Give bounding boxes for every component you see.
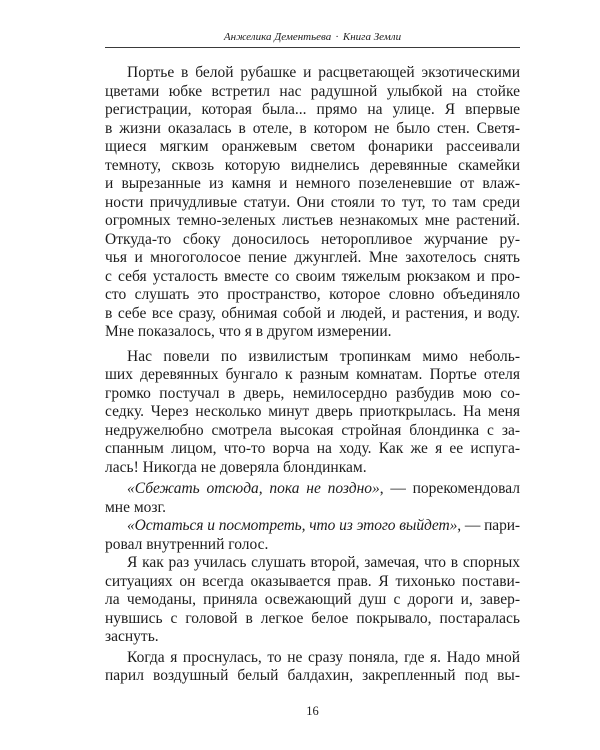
text-line: ла чемоданы, приняла освежающий душ с дороги и, завер- [105, 591, 520, 608]
text-line: цветами юбке встретил нас радушной улыбкой на стойке [105, 82, 520, 100]
text-line: сто слушать это пространство, которое словно объединяло [105, 286, 520, 303]
text-line: мне мозг. [105, 498, 167, 516]
text-line: парил воздушный белый балдахин, закрепленный под вы- [105, 667, 520, 684]
text-line: темноту, сквозь которую виднелись деревянные скамейки [105, 156, 520, 174]
text-line: ности причудливые статуи. Они стояли то тут, то там среди [105, 193, 520, 211]
text-line: ситуациях он всегда оказывается прав. Я тихонько постави- [105, 572, 520, 590]
text-line: лась! Никогда не доверяла блондинкам. [105, 458, 367, 476]
text-line: нувшись с головой в легкое белое покрывало, постаралась [105, 609, 520, 627]
text-line: Откуда-то сбоку доносилось неторопливое журчание ру- [105, 230, 520, 248]
text-line: Нас повели по извилистым тропинкам мимо неболь- [127, 347, 520, 365]
paragraph [105, 64, 520, 342]
text-line: громко постучал в дверь, немилосердно разбудив мою со- [105, 384, 520, 402]
page-number: 16 [306, 704, 319, 718]
paragraph [105, 554, 520, 647]
header-rule [105, 47, 520, 48]
text-line [105, 480, 520, 499]
text-line: регистрации, которая была... прямо на улице. Я впервые [105, 101, 520, 118]
text-line: Портье в белой рубашке и расцветающей экзотическими [127, 64, 520, 81]
text-line: огромных темно-зеленых листьев незнакомых мне растений. [105, 212, 520, 229]
text-line: щиеся мягким оранжевым светом фонарики рассеивали [105, 138, 520, 155]
paragraph [105, 649, 520, 686]
text-line: ровал внутренний голос. [105, 535, 269, 553]
paragraph [105, 348, 520, 478]
text-line: спанным лицом, что-то ворча на ходу. Как же я ее испуга- [105, 440, 520, 457]
text-line: в жизни оказалась в отеле, в котором не было стен. Светя- [105, 119, 520, 137]
text-line: чья и многоголосое пение джунглей. Мне захотелось снять [105, 249, 520, 266]
text-line: недружелюбно смотрела высокая стройная блондинка с за- [105, 421, 520, 439]
text-line: седку. Через несколько минут дверь приоткрылась. На меня [105, 403, 520, 420]
running-header [105, 30, 520, 45]
text-line: заснуть. [105, 628, 159, 645]
header-separator: · [335, 31, 339, 43]
text-line [105, 517, 520, 536]
paragraph [105, 480, 520, 517]
italic-quote: «Сбежать отсюда, пока не поздно» [127, 480, 380, 497]
text-line: Когда я проснулась, то не сразу поняла, где я. Надо мной [127, 648, 520, 666]
body-text [105, 64, 520, 686]
author-name: Анжелика Дементьева [223, 31, 332, 43]
italic-quote: «Остаться и посмотреть, что из этого выйдет» [127, 517, 458, 534]
text-line: с себя усталость вместе со своим тяжелым рюкзаком и про- [105, 267, 520, 285]
text-line: в себе все сразу, обнимая собой и людей, и растения, и воду. [105, 304, 520, 322]
text-line: ших деревянных бунгало к разным комнатам. Портье отеля [105, 366, 520, 383]
text-line: Я как раз училась слушать второй, замечая, что в спорных [127, 554, 520, 571]
paragraph [105, 517, 520, 554]
text-line: и вырезанные из камня и немного позеленевшие от влаж- [105, 175, 520, 192]
text-line: Мне показалось, что я в другом измерении. [105, 323, 392, 340]
text-segment: , — порекомендовал [379, 480, 520, 497]
book-title: Книга Земли [342, 31, 402, 43]
text-segment: , — пари- [457, 517, 520, 534]
